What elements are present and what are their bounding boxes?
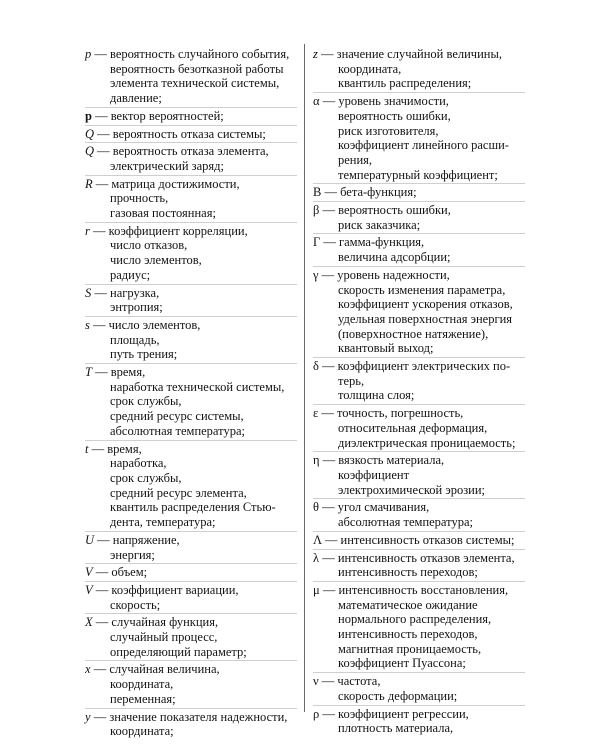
entry-separator [85, 175, 297, 176]
entry-first-line [85, 662, 297, 677]
entry-first-line [313, 94, 525, 109]
entry-first-line [313, 359, 525, 374]
entry-first-line [85, 127, 297, 142]
glossary-entry [313, 551, 525, 580]
entry-continuation-line: электрохимической эрозии; [338, 482, 486, 497]
entry-definition: вектор вероятностей; [110, 108, 224, 123]
entry-separator [85, 142, 297, 143]
entry-dash: — [321, 47, 334, 61]
entry-dash: — [321, 406, 334, 421]
entry-definition: вероятность отказа элемента, [112, 144, 269, 159]
entry-continuation-line: площадь, [110, 332, 160, 347]
entry-separator [313, 266, 525, 267]
entry-continuation-line: удельная поверхностная энергия [338, 311, 513, 326]
entry-symbol: V [85, 582, 93, 597]
entry-dash: — [97, 126, 110, 141]
glossary-entry [313, 203, 525, 232]
entry-first-line [85, 109, 297, 124]
entry-continuation-line: (поверхностное натяжение), [338, 326, 489, 341]
entry-separator [313, 705, 525, 706]
glossary-entry [313, 707, 525, 736]
entry-dash: — [93, 223, 106, 238]
entry-dash: — [94, 285, 107, 300]
entry-definition: коэффициент регрессии, [338, 706, 469, 721]
entry-continuation-line: диэлектрическая проницаемость; [338, 435, 516, 450]
entry-dash: — [95, 615, 109, 630]
entry-definition: напряжение, [112, 532, 180, 547]
entry-definition: интенсивность восстановления, [338, 582, 509, 597]
glossary-entry [85, 47, 297, 106]
entry-symbol: В [313, 185, 322, 200]
glossary-entry [85, 177, 297, 221]
glossary-entry [313, 406, 525, 450]
entry-dash: — [95, 108, 108, 123]
entry-definition: уровень надежности, [337, 267, 450, 282]
entry-definition: нагрузка, [110, 285, 160, 300]
entry-continuation-line: переменная; [110, 691, 176, 706]
entry-continuation-line: прочность, [110, 191, 169, 206]
entry-separator [85, 222, 297, 223]
entry-continuation-line: вероятность ошибки, [338, 108, 451, 123]
entry-continuation-line: величина адсорбции; [338, 250, 451, 265]
entry-continuation-line: коэффициент ускорения отказов, [338, 297, 513, 312]
entry-continuation-line: магнитная проницаемость, [338, 641, 482, 656]
entry-separator [313, 183, 525, 184]
entry-dash: — [97, 532, 110, 547]
entry-definition: матрица достижимости, [111, 176, 240, 191]
entry-separator [85, 107, 297, 108]
entry-separator [313, 498, 525, 499]
entry-first-line [85, 224, 297, 239]
entry-definition: интенсивность отказов элемента, [337, 550, 515, 565]
entry-first-line [313, 500, 525, 515]
glossary-entry [85, 565, 297, 580]
entry-separator [313, 451, 525, 452]
entry-first-line [313, 268, 525, 283]
glossary-entry [85, 583, 297, 612]
entry-symbol: s [85, 317, 90, 332]
entry-continuation-line: давление; [110, 91, 162, 106]
entry-symbol: θ [313, 500, 319, 515]
entry-definition: значение случайной величины, [336, 47, 502, 61]
entry-symbol: η [313, 453, 320, 468]
entry-continuation-line: квантиль распределения; [338, 76, 472, 91]
entry-continuation-line: путь трения; [110, 347, 178, 362]
entry-dash: — [91, 441, 105, 456]
entry-first-line [85, 565, 297, 580]
entry-continuation-line: срок службы, [110, 394, 182, 409]
entry-separator [85, 316, 297, 317]
entry-symbol: p [85, 47, 92, 61]
glossary-entry [313, 500, 525, 529]
entry-continuation-line: электрический заряд; [110, 158, 224, 173]
entry-continuation-line: относительная деформация, [338, 420, 488, 435]
entry-symbol: ν [313, 674, 319, 689]
entry-continuation-line: случайный процесс, [110, 630, 218, 645]
entry-definition: время, [110, 365, 146, 380]
entry-continuation-line: средний ресурс системы, [110, 409, 244, 424]
entry-first-line [313, 185, 525, 200]
entry-first-line [85, 177, 297, 192]
entry-separator [313, 549, 525, 550]
glossary-entry [85, 286, 297, 315]
entry-first-line [85, 47, 297, 62]
entry-continuation-line: коэффициент линейного расши- [338, 138, 509, 153]
entry-dash: — [322, 359, 335, 374]
entry-dash: — [95, 582, 109, 597]
entry-continuation-line: вероятность безотказной работы [110, 61, 284, 76]
entry-continuation-line: координата; [110, 724, 174, 739]
entry-dash: — [324, 185, 337, 200]
glossary-entry [85, 710, 297, 739]
entry-continuation-line: риск заказчика; [338, 217, 421, 232]
entry-separator [85, 284, 297, 285]
entry-continuation-line: координата, [338, 61, 402, 76]
entry-dash: — [93, 662, 107, 677]
glossary-entry [313, 235, 525, 264]
entry-continuation-line: интенсивность переходов, [338, 627, 478, 642]
entry-symbol: γ [313, 267, 319, 282]
entry-continuation-line: газовая постоянная; [110, 206, 216, 221]
entry-continuation-line: средний ресурс элемента, [110, 485, 247, 500]
entry-continuation-line: наработка технической системы, [110, 379, 285, 394]
entry-continuation-line: число элементов, [110, 253, 202, 268]
entry-symbol: Λ [313, 532, 322, 547]
glossary-entry [313, 185, 525, 200]
entry-dash: — [322, 453, 336, 468]
entry-first-line [313, 47, 525, 62]
entry-dash: — [95, 565, 109, 580]
entry-symbol: Q [85, 126, 95, 141]
entry-separator [85, 363, 297, 364]
entry-definition: время, [107, 441, 142, 456]
entry-continuation-line: элемента технической системы, [110, 76, 280, 91]
entry-continuation-line: квантиль распределения Стью- [110, 500, 276, 515]
entry-first-line [313, 406, 525, 421]
right-column [313, 47, 525, 736]
entry-definition: коэффициент корреляции, [108, 223, 248, 238]
entry-separator [85, 708, 297, 709]
entry-dash: — [97, 144, 110, 159]
entry-continuation-line: толщина слоя; [338, 388, 415, 403]
entry-first-line [313, 235, 525, 250]
entry-continuation-line: абсолютная температура; [338, 515, 473, 530]
entry-definition: вероятность отказа системы; [112, 126, 266, 141]
entry-definition: угол смачивания, [337, 500, 430, 515]
entry-first-line [85, 144, 297, 159]
entry-symbol: δ [313, 359, 319, 374]
entry-first-line [85, 318, 297, 333]
entry-definition: гамма-функция, [338, 235, 425, 250]
entry-separator [313, 201, 525, 202]
entry-symbol: S [85, 285, 92, 300]
entry-first-line [85, 365, 297, 380]
entry-definition: случайная функция, [111, 615, 219, 630]
entry-dash: — [321, 674, 335, 689]
entry-continuation-line: число отказов, [110, 238, 188, 253]
entry-definition: коэффициент электрических по- [337, 359, 511, 374]
entry-separator [313, 233, 525, 234]
entry-first-line [85, 533, 297, 548]
entry-continuation-line: квантовый выход; [338, 341, 434, 356]
entry-continuation-line: абсолютная температура; [110, 423, 245, 438]
entry-dash: — [323, 235, 336, 250]
glossary-entry [85, 127, 297, 142]
entry-continuation-line: плотность материала, [338, 721, 454, 736]
entry-continuation-line: координата, [110, 677, 174, 692]
glossary-entry [85, 662, 297, 706]
entry-first-line [313, 453, 525, 468]
entry-symbol: ε [313, 406, 319, 421]
entry-dash: — [324, 532, 338, 547]
entry-continuation-line: радиус; [110, 267, 151, 282]
entry-separator [85, 531, 297, 532]
entry-dash: — [321, 267, 335, 282]
entry-first-line [313, 674, 525, 689]
entry-continuation-line: срок службы, [110, 470, 182, 485]
entry-separator [85, 581, 297, 582]
entry-first-line [85, 615, 297, 630]
glossary-entry [85, 144, 297, 173]
entry-separator [85, 440, 297, 441]
entry-definition: объем; [111, 565, 148, 580]
entry-symbol: y [85, 709, 91, 724]
entry-continuation-line: терь, [338, 373, 365, 388]
entry-first-line [85, 442, 297, 457]
entry-separator [85, 563, 297, 564]
entry-first-line [313, 203, 525, 218]
entry-symbol: T [85, 365, 92, 380]
entry-symbol: α [313, 94, 320, 109]
glossary-entry [85, 224, 297, 283]
entry-separator [313, 531, 525, 532]
entry-symbol: β [313, 203, 320, 218]
entry-dash: — [322, 203, 335, 218]
entry-continuation-line: скорость деформации; [338, 688, 458, 703]
entry-definition: коэффициент вариации, [111, 582, 239, 597]
entry-symbol: x [85, 662, 91, 677]
entry-definition: значение показателя надежности, [109, 709, 288, 724]
entry-symbol: μ [313, 582, 320, 597]
entry-separator [85, 613, 297, 614]
entry-symbol: p [85, 108, 92, 123]
entry-definition: число элементов, [108, 317, 201, 332]
glossary-entry [313, 268, 525, 356]
entry-symbol: t [85, 441, 89, 456]
entry-definition: вероятность ошибки, [338, 203, 451, 218]
entry-continuation-line: рения, [338, 152, 373, 167]
entry-continuation-line: энтропия; [110, 300, 163, 315]
left-column [85, 47, 297, 739]
entry-continuation-line: скорость изменения параметра, [338, 282, 506, 297]
entry-symbol: U [85, 532, 95, 547]
glossary-entry [85, 109, 297, 124]
entry-first-line [313, 707, 525, 722]
entry-continuation-line: скорость; [110, 597, 161, 612]
glossary-entry [85, 615, 297, 659]
entry-definition: уровень значимости, [338, 94, 449, 109]
entry-continuation-line: интенсивность переходов; [338, 565, 478, 580]
entry-dash: — [322, 582, 336, 597]
entry-first-line [85, 583, 297, 598]
entry-definition: частота, [337, 674, 381, 689]
entry-first-line [313, 551, 525, 566]
entry-continuation-line: нормального распределения, [338, 612, 492, 627]
entry-separator [313, 404, 525, 405]
entry-separator [313, 672, 525, 673]
entry-symbol: Q [85, 144, 95, 159]
entry-continuation-line: наработка, [110, 456, 167, 471]
entry-continuation-line: математическое ожидание [338, 597, 478, 612]
entry-continuation-line: коэффициент [338, 467, 410, 482]
entry-dash: — [322, 550, 335, 565]
entry-continuation-line: энергия; [110, 547, 155, 562]
glossary-entry [313, 453, 525, 497]
glossary-entry [313, 583, 525, 671]
entry-separator [85, 660, 297, 661]
entry-dash: — [322, 706, 335, 721]
entry-dash: — [94, 47, 107, 61]
entry-separator [313, 92, 525, 93]
entry-symbol: λ [313, 550, 320, 565]
entry-symbol: V [85, 565, 93, 580]
entry-continuation-line: определяющий параметр; [110, 644, 247, 659]
entry-continuation-line: риск изготовителя, [338, 123, 439, 138]
entry-definition: вязкость материала, [338, 453, 445, 468]
glossary-entry [313, 674, 525, 703]
entry-definition: точность, погрешность, [337, 406, 464, 421]
glossary-entry [85, 365, 297, 439]
entry-symbol: R [85, 176, 93, 191]
entry-symbol: r [85, 223, 90, 238]
glossary-entry [313, 47, 525, 91]
entry-first-line [85, 710, 297, 725]
entry-symbol: Г [313, 235, 321, 250]
entry-dash: — [95, 176, 109, 191]
entry-first-line [313, 583, 525, 598]
entry-separator [313, 357, 525, 358]
entry-continuation-line: дента, температура; [110, 515, 216, 530]
entry-dash: — [322, 500, 335, 515]
glossary-entry [313, 94, 525, 182]
entry-definition: интенсивность отказов системы; [340, 532, 515, 547]
glossary-entry [85, 442, 297, 530]
entry-dash: — [322, 94, 336, 109]
entry-dash: — [93, 317, 106, 332]
glossary-entry [85, 533, 297, 562]
entry-dash: — [93, 709, 107, 724]
entry-definition: вероятность случайного события, [110, 47, 290, 61]
glossary-entry [313, 359, 525, 403]
entry-symbol: z [313, 47, 318, 61]
entry-first-line [85, 286, 297, 301]
entry-continuation-line: коэффициент Пуассона; [338, 656, 466, 671]
entry-separator [85, 125, 297, 126]
entry-first-line [313, 533, 525, 548]
entry-continuation-line: температурный коэффициент; [338, 167, 498, 182]
glossary-entry [313, 533, 525, 548]
column-divider [304, 44, 305, 712]
glossary-entry [85, 318, 297, 362]
entry-definition: случайная величина, [109, 662, 220, 677]
entry-dash: — [95, 365, 108, 380]
entry-definition: бета-функция; [340, 185, 417, 200]
entry-symbol: ρ [313, 706, 320, 721]
entry-symbol: X [85, 615, 93, 630]
entry-separator [313, 581, 525, 582]
